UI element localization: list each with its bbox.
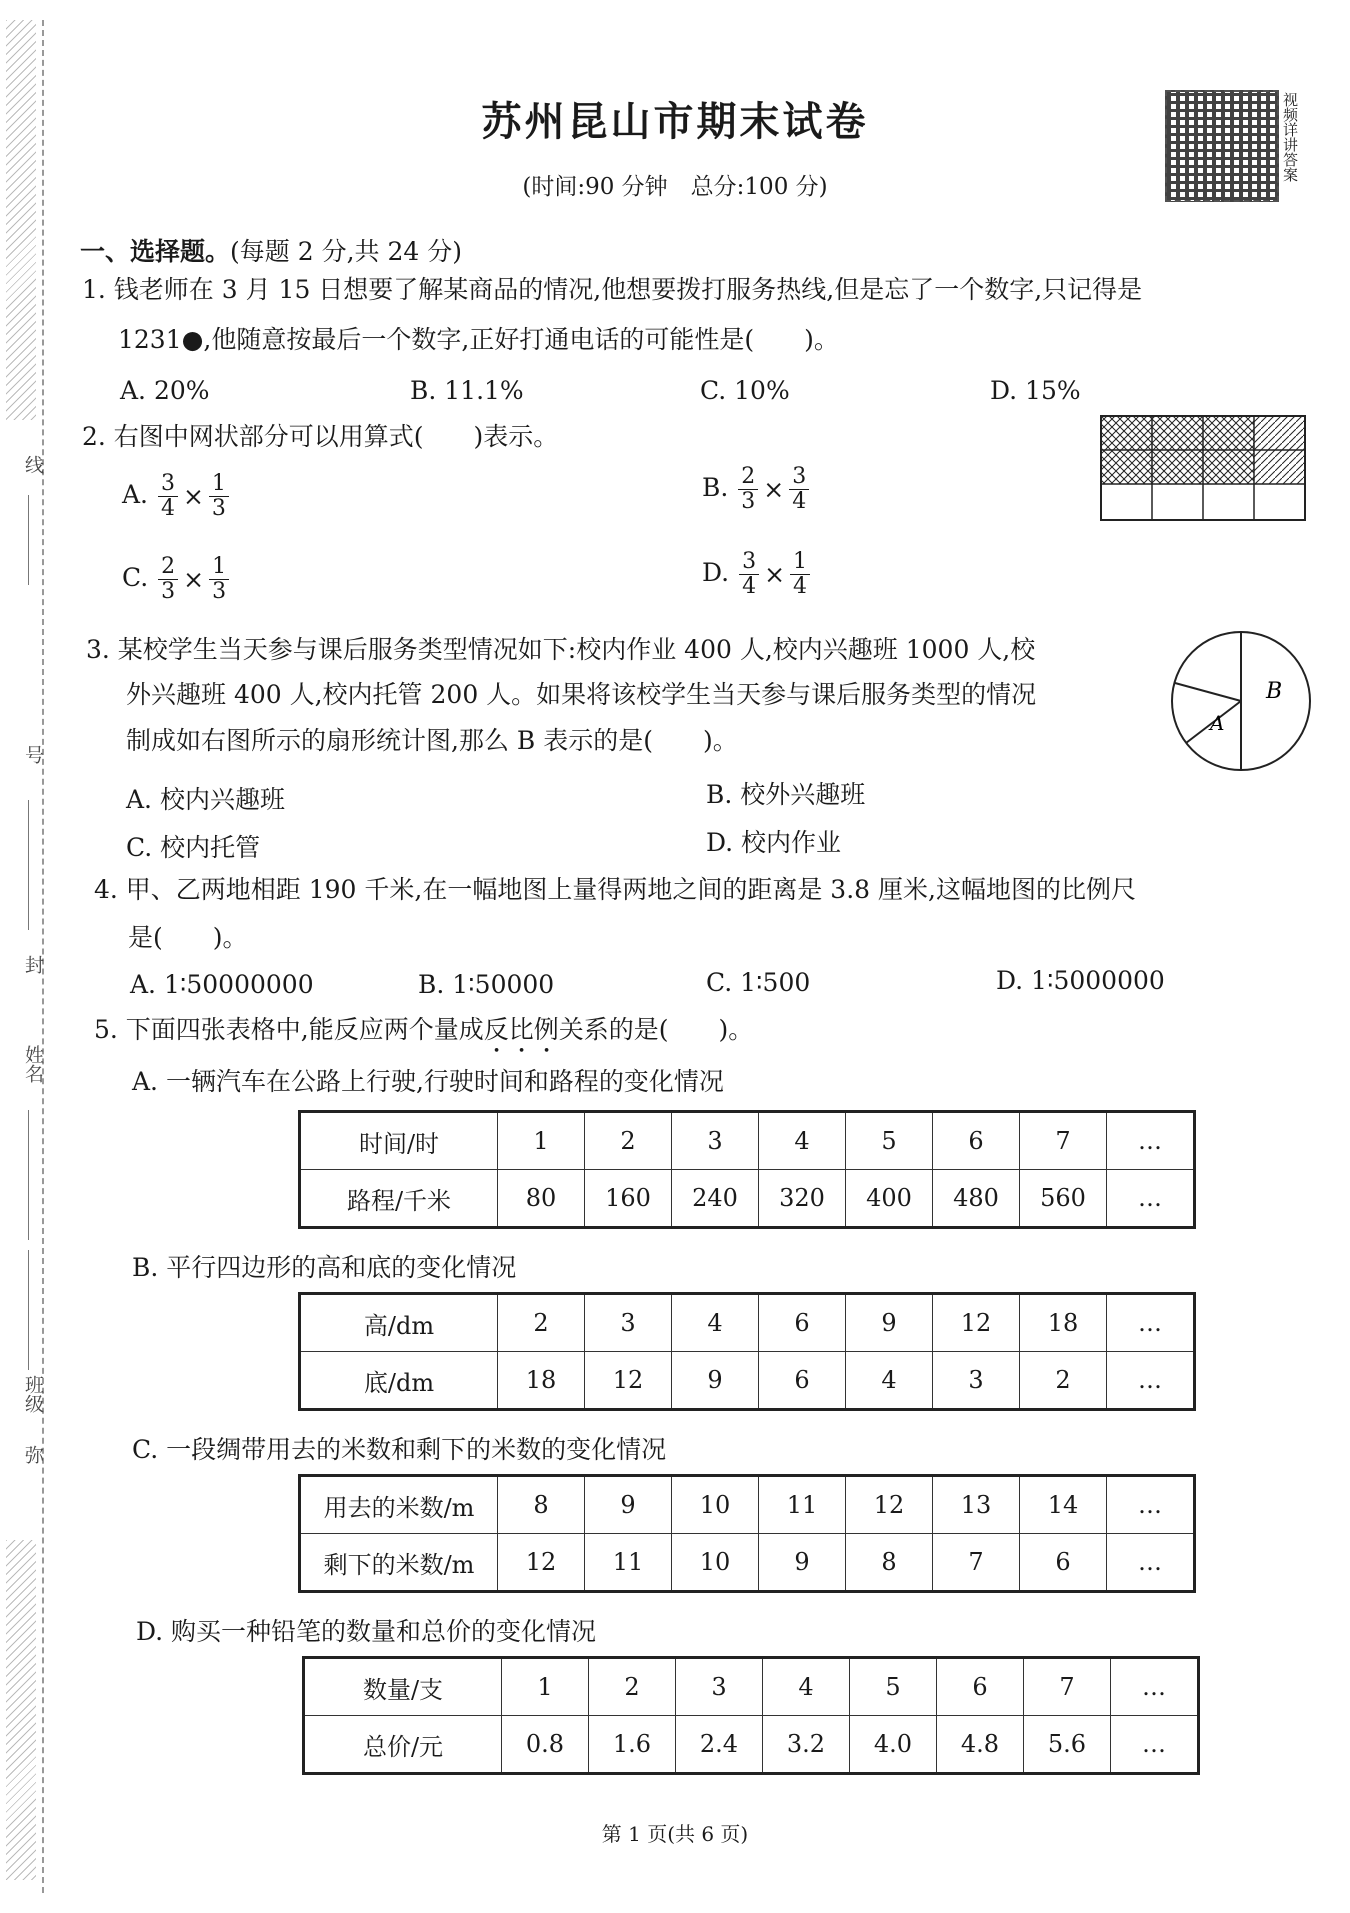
page-footer: 第 1 页(共 6 页) (601, 1822, 749, 1846)
pie-label-a: A (1210, 711, 1225, 735)
table-row: 底/dm 18 12 9 6 4 3 2 … (300, 1352, 1195, 1410)
table-row: 时间/时 1 2 3 4 5 6 7 … (300, 1112, 1195, 1170)
q3-option-c: C. 校内托管 (126, 833, 261, 862)
q4-line2: 是( )。 (128, 923, 248, 952)
exam-info: (时间:90 分钟 总分:100 分) (522, 174, 828, 200)
section-heading (80, 232, 462, 268)
qr-caption: 视频详讲答案 (1281, 92, 1299, 182)
q5-table-b (298, 1292, 1196, 1411)
q1-option-d: D. 15% (990, 376, 1081, 405)
margin-fill-line (28, 1110, 29, 1240)
margin-label-seal2: 弥 (22, 1445, 44, 1464)
q5-caption-b: B. 平行四边形的高和底的变化情况 (132, 1253, 517, 1282)
q4-option-a: A. 1∶50000000 (130, 970, 314, 999)
q5-table-c (298, 1474, 1196, 1593)
q1-option-a: A. 20% (120, 376, 210, 405)
margin-fill-line (28, 800, 29, 930)
q4-option-b: B. 1∶50000 (418, 970, 555, 999)
q1-option-c: C. 10% (700, 376, 790, 405)
margin-fill-line (28, 495, 29, 585)
table-row: 路程/千米 80 160 240 320 400 480 560 … (300, 1170, 1195, 1228)
q4-option-d: D. 1∶5000000 (996, 966, 1165, 995)
q5-caption-a: A. 一辆汽车在公路上行驶,行驶时间和路程的变化情况 (132, 1067, 724, 1096)
q2-grid-figure (1100, 415, 1306, 521)
q3-pie-chart (1168, 628, 1314, 774)
q5-table-d (302, 1656, 1200, 1775)
table-row: 总价/元 0.8 1.6 2.4 3.2 4.0 4.8 5.6 … (304, 1716, 1199, 1774)
q1-line2: 1231●,他随意按最后一个数字,正好打通电话的可能性是( )。 (118, 325, 839, 354)
table-row: 高/dm 2 3 4 6 9 12 18 … (300, 1294, 1195, 1352)
section-note: (每题 2 分,共 24 分) (230, 237, 462, 266)
margin-label-name: 姓名 (22, 1045, 44, 1083)
q4-line1: 4. 甲、乙两地相距 190 千米,在一幅地图上量得两地之间的距离是 3.8 厘米,这幅地图的比例尺 (94, 875, 1136, 904)
table-row: 数量/支 1 2 3 4 5 6 7 … (304, 1658, 1199, 1716)
pie-label-b: B (1266, 679, 1283, 704)
margin-label-seal: 封 (22, 955, 44, 974)
q2-option-d: D. $\frac{3}{4}$ × $\frac{1}{4}$ (702, 550, 812, 599)
q2-stem: 2. 右图中网状部分可以用算式( )表示。 (82, 422, 559, 451)
margin-label-class: 班级 (22, 1375, 44, 1413)
q3-line3: 制成如右图所示的扇形统计图,那么 B 表示的是( )。 (126, 726, 738, 755)
q2-option-b: B. $\frac{2}{3}$ × $\frac{3}{4}$ (702, 465, 811, 514)
table-row: 剩下的米数/m 12 11 10 9 8 7 6 … (300, 1534, 1195, 1592)
q3-line1: 3. 某校学生当天参与课后服务类型情况如下:校内作业 400 人,校内兴趣班 1000 人,校 (86, 635, 1036, 664)
q4-option-c: C. 1∶500 (706, 968, 811, 997)
q2-option-a: A. $\frac{3}{4}$ × $\frac{1}{3}$ (122, 472, 231, 521)
q1-option-b: B. 11.1% (410, 376, 524, 405)
q5-caption-d: D. 购买一种铅笔的数量和总价的变化情况 (136, 1617, 597, 1646)
q1-line1: 1. 钱老师在 3 月 15 日想要了解某商品的情况,他想要拨打服务热线,但是忘了一个数字,只记得是 (82, 275, 1143, 304)
qr-code-icon[interactable] (1165, 90, 1279, 202)
q3-line2: 外兴趣班 400 人,校内托管 200 人。如果将该校学生当天参与课后服务类型的情况 (126, 680, 1037, 709)
q2-option-c: C. $\frac{2}{3}$ × $\frac{1}{3}$ (122, 555, 231, 604)
q5-caption-c: C. 一段绸带用去的米数和剩下的米数的变化情况 (132, 1435, 667, 1464)
q3-option-a: A. 校内兴趣班 (126, 785, 285, 814)
q5-stem: 5. 下面四张表格中,能反应两个量成反比例关系的是( )。 (94, 1015, 754, 1044)
q3-option-b: B. 校外兴趣班 (706, 780, 866, 809)
margin-hatch-top (6, 20, 36, 420)
q5-table-a (298, 1110, 1196, 1229)
q5-emphasis: 反比例 (483, 1015, 559, 1044)
margin-label-number: 号 (22, 745, 44, 764)
page-title: 苏州昆山市期末试卷 (481, 99, 869, 145)
margin-fill-line (28, 1250, 29, 1370)
margin-label-line: 线 (22, 455, 44, 474)
q3-option-d: D. 校内作业 (706, 828, 842, 857)
table-row: 用去的米数/m 8 9 10 11 12 13 14 … (300, 1476, 1195, 1534)
section-title: 一、选择题。 (80, 237, 231, 266)
